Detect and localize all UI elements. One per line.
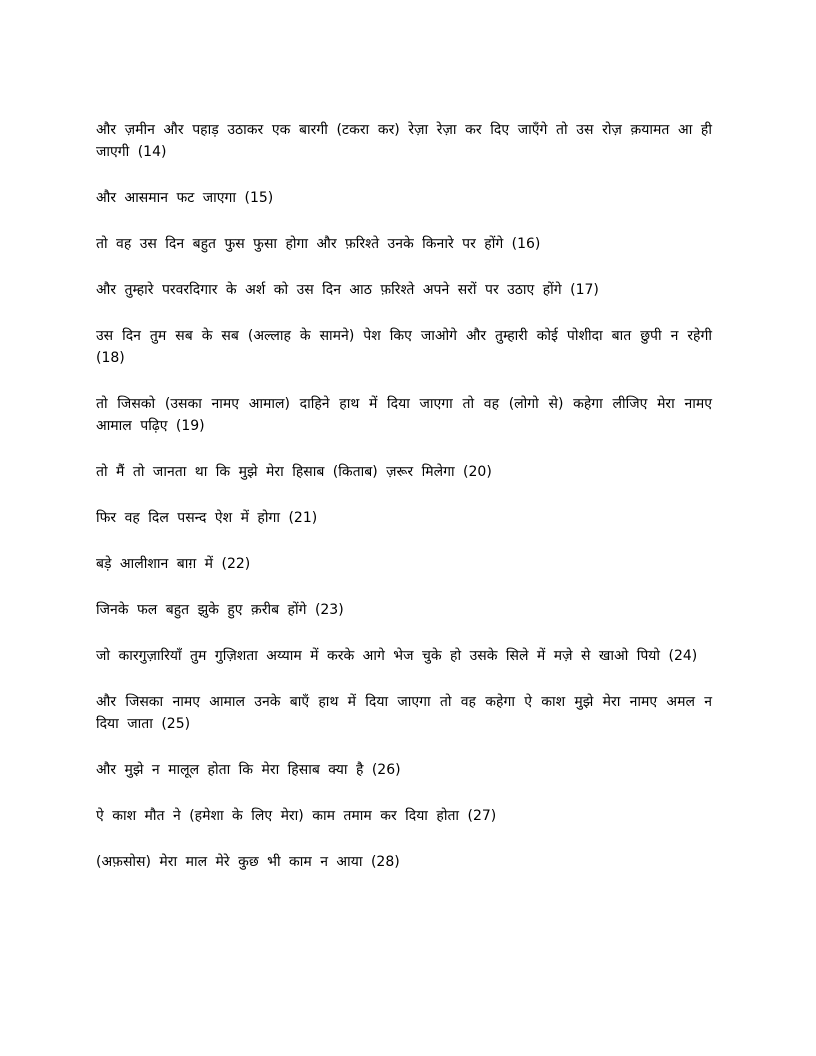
verse-23 xyxy=(96,599,712,621)
verse-24 xyxy=(96,645,712,667)
verse-number: (18) xyxy=(96,350,125,366)
verse-text: जो कारगुज़ारियाँ तुम गुज़िशता अय्याम में करके आगे भेज चुके हो उसके सिले में मज़े से खाओ पियो xyxy=(96,648,661,664)
verse-number: (27) xyxy=(467,808,497,824)
verse-text: ऐ काश मौत ने (हमेशा के लिए मेरा) काम तमाम कर दिया होता xyxy=(96,808,460,824)
verse-number: (21) xyxy=(288,510,318,526)
verse-28 xyxy=(96,851,712,873)
verse-number: (22) xyxy=(221,556,251,572)
verse-text: तो जिसको (उसका नामए आमाल) दाहिने हाथ में दिया जाएगा तो वह (लोगो से) कहेगा लीजिए मेरा नामए आमाल पढ़िए xyxy=(96,396,721,434)
verse-19 xyxy=(96,393,721,437)
verse-25 xyxy=(96,691,721,735)
verse-number: (19) xyxy=(175,418,205,434)
verse-text: फिर वह दिल पसन्द ऐश में होगा xyxy=(96,510,280,526)
verse-number: (17) xyxy=(570,282,599,298)
verse-17 xyxy=(96,279,712,301)
verse-text: और ज़मीन और पहाड़ उठाकर एक बारगी (टकरा कर) रेज़ा रेज़ा कर दिए जाएँगे तो उस रोज़ क़यामत आ ही जाएगी xyxy=(96,122,721,160)
verse-number: (16) xyxy=(511,236,541,252)
verse-number: (15) xyxy=(244,190,274,206)
verse-text: और आसमान फट जाएगा xyxy=(96,190,237,206)
verse-number: (23) xyxy=(314,602,344,618)
verse-number: (24) xyxy=(668,648,698,664)
verse-number: (14) xyxy=(137,144,167,160)
verse-20 xyxy=(96,461,712,483)
verse-15 xyxy=(96,187,712,209)
verse-18 xyxy=(96,325,712,369)
verse-number: (25) xyxy=(161,716,191,732)
verse-number: (20) xyxy=(463,464,492,480)
verse-number: (28) xyxy=(370,854,400,870)
verse-27 xyxy=(96,805,712,827)
verse-21 xyxy=(96,507,712,529)
verse-22 xyxy=(96,553,712,575)
verse-text: तो वह उस दिन बहुत फुस फुसा होगा और फ़रिश्ते उनके किनारे पर होंगे xyxy=(96,236,504,252)
verse-text: जिनके फल बहुत झुके हुए क़रीब होंगे xyxy=(96,602,307,618)
verse-text: और जिसका नामए आमाल उनके बाएँ हाथ में दिया जाएगा तो वह कहेगा ऐ काश मुझे मेरा नामए अमल न दिया जाता xyxy=(96,694,721,732)
verse-26 xyxy=(96,759,712,781)
verse-text: और मुझे न मालूल होता कि मेरा हिसाब क्या है xyxy=(96,762,364,778)
verse-14 xyxy=(96,119,721,163)
verse-number: (26) xyxy=(371,762,401,778)
verse-text: (अफ़सोस) मेरा माल मेरे कुछ भी काम न आया xyxy=(96,854,363,870)
verse-text: तो मैं तो जानता था कि मुझे मेरा हिसाब (किताब) ज़रूर मिलेगा xyxy=(96,464,455,480)
verse-list xyxy=(96,119,721,897)
verse-text: बड़े आलीशान बाग़ में xyxy=(96,556,214,572)
verse-16 xyxy=(96,233,712,255)
verse-text: और तुम्हारे परवरदिगार के अर्श को उस दिन आठ फ़रिश्ते अपने सरों पर उठाए होंगे xyxy=(96,282,562,298)
verse-text: उस दिन तुम सब के सब (अल्लाह के सामने) पेश किए जाओगे और तुम्हारी कोई पोशीदा बात छुपी न रहेगी xyxy=(96,328,712,344)
